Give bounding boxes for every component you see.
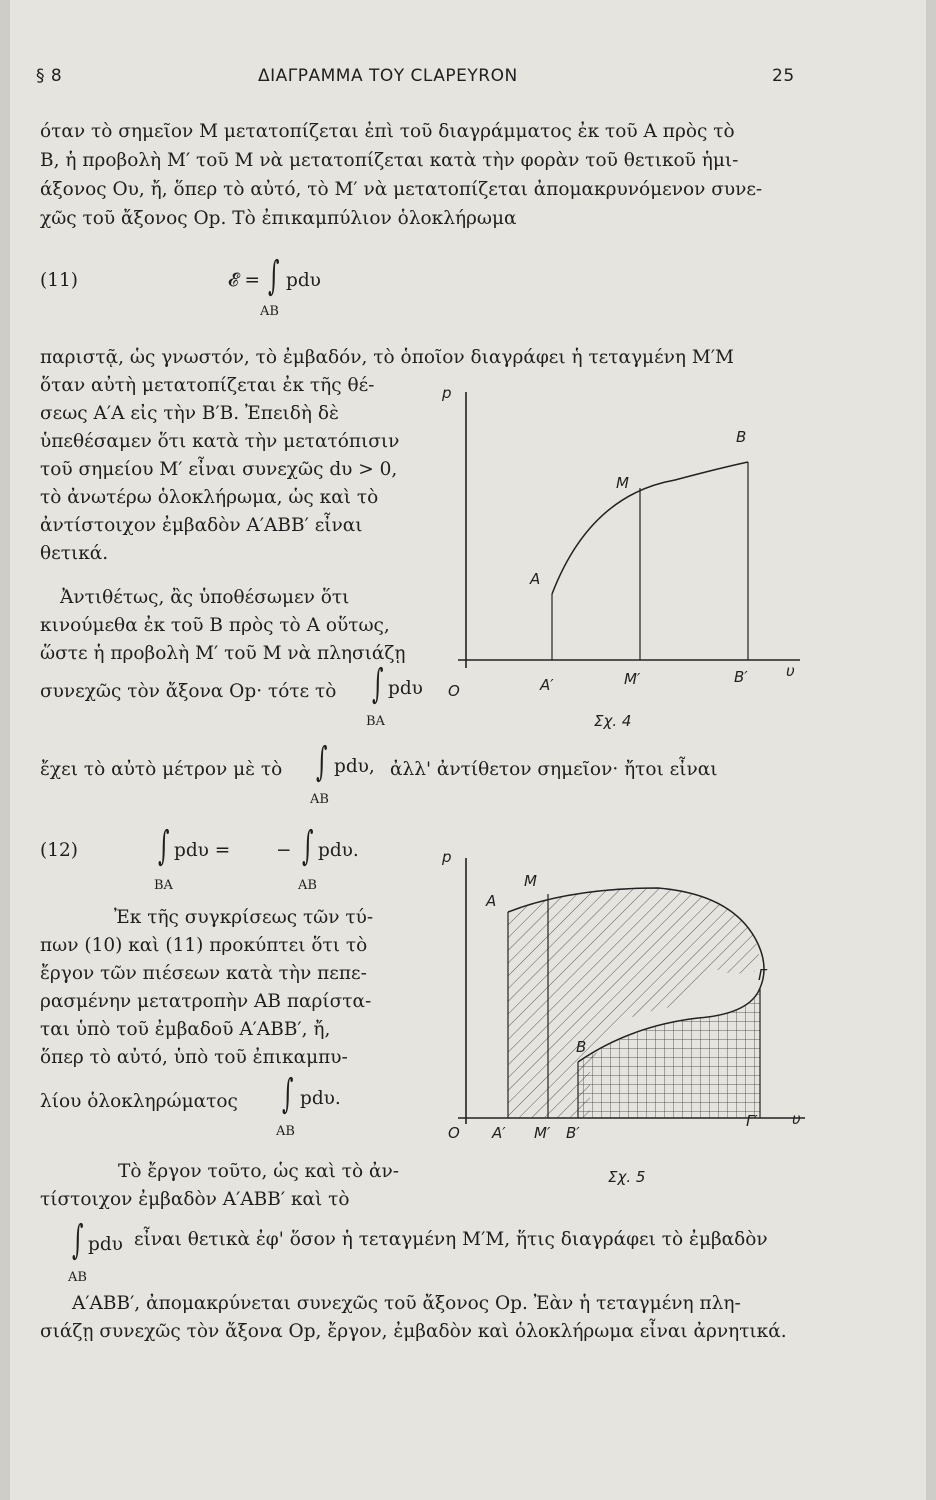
- label-B: B: [736, 428, 747, 446]
- integral-sign: ∫: [158, 823, 170, 869]
- label-A: A: [486, 892, 497, 910]
- text-line: Α′ΑΒΒ′, ἀπομακρύνεται συνεχῶς τοῦ ἄξονος Op. Ἐὰν ἡ τεταγμένη πλη-: [72, 1293, 741, 1314]
- label-p: p: [442, 384, 452, 402]
- label-M: M: [524, 872, 537, 890]
- text-line: σεως Α′Α εἰς τὴν Β′Β. Ἐπειδὴ δὲ: [40, 403, 339, 424]
- curve-AB: [552, 462, 748, 594]
- book-page: [10, 0, 926, 1500]
- integral-sign: ∫: [72, 1217, 84, 1263]
- integral-limits: AB: [68, 1270, 87, 1285]
- figure-4-diagram: [430, 380, 830, 680]
- integral-limits: AB: [276, 1124, 295, 1139]
- text-line: Ἐκ τῆς συγκρίσεως τῶν τύ-: [114, 907, 374, 928]
- equation-integrand: pdυ: [388, 678, 423, 699]
- label-O: O: [448, 1124, 460, 1142]
- text-line: ρασμένην μετατροπὴν ΑΒ παρίστα-: [40, 991, 372, 1012]
- label-B: B: [576, 1038, 587, 1056]
- text-line: ἔργον τῶν πιέσεων κατὰ τὴν πεπε-: [40, 963, 367, 984]
- integral-sign: ∫: [282, 1071, 294, 1117]
- text-line: Β, ἡ προβολὴ Μ′ τοῦ Μ νὰ μετατοπίζεται κατὰ τὴν φορὰν τοῦ θετικοῦ ἡμι-: [40, 150, 739, 171]
- integral-limits: AB: [298, 878, 317, 893]
- label-M-prime: M′: [534, 1124, 551, 1142]
- figure-4-caption: Σχ. 4: [594, 712, 632, 730]
- equation-number: (12): [40, 840, 78, 861]
- integral-limits: BA: [366, 714, 385, 729]
- section-number: § 8: [36, 66, 63, 86]
- text-line: ὑπεθέσαμεν ὅτι κατὰ τὴν μετατόπισιν: [40, 431, 400, 452]
- equation-integrand: pdυ.: [300, 1088, 341, 1109]
- integral-sign: ∫: [316, 739, 328, 785]
- label-A-prime: A′: [540, 676, 554, 694]
- text-line: χῶς τοῦ ἄξονος Op. Τὸ ἐπικαμπύλιον ὁλοκλήρωμα: [40, 208, 517, 229]
- page-number: 25: [772, 66, 795, 86]
- integral-limits: AB: [260, 304, 279, 319]
- figure-5-caption: Σχ. 5: [608, 1168, 646, 1186]
- label-B-prime: B′: [734, 668, 748, 686]
- text-line: συνεχῶς τὸν ἄξονα Op· τότε τὸ: [40, 681, 337, 702]
- running-title: ΔΙΑΓΡΑΜΜΑ ΤΟΥ CLAPEYRON: [258, 66, 518, 86]
- text-line: ὥστε ἡ προβολὴ Μ′ τοῦ Μ νὰ πλησιάζῃ: [40, 643, 406, 664]
- label-B-prime: B′: [566, 1124, 580, 1142]
- label-G-prime: Γ′: [746, 1112, 758, 1130]
- equation-minus: −: [276, 840, 292, 861]
- equation-integrand: pdυ: [88, 1234, 123, 1255]
- equation-integrand: pdυ: [286, 270, 321, 291]
- text-line: σιάζῃ συνεχῶς τὸν ἄξονα Op, ἔργον, ἐμβαδὸν καὶ ὁλοκλήρωμα εἶναι ἀρνητικά.: [40, 1321, 787, 1342]
- text-line: τίστοιχον ἐμβαδὸν Α′ΑΒΒ′ καὶ τὸ: [40, 1189, 350, 1210]
- integral-sign: ∫: [302, 823, 314, 869]
- text-line: ἀντίστοιχον ἐμβαδὸν Α′ΑΒΒ′ εἶναι: [40, 515, 363, 536]
- integral-limits: BA: [154, 878, 173, 893]
- integral-sign: ∫: [268, 253, 280, 299]
- text-line: Τὸ ἔργον τοῦτο, ὡς καὶ τὸ ἀν-: [118, 1161, 399, 1182]
- text-line: ὅπερ τὸ αὐτό, ὑπὸ τοῦ ἐπικαμπυ-: [40, 1047, 348, 1068]
- text-line: όταν τὸ σημεῖον Μ μετατοπίζεται ἐπὶ τοῦ διαγράμματος ἐκ τοῦ Α πρὸς τὸ: [40, 121, 735, 142]
- text-line: πων (10) καὶ (11) προκύπτει ὅτι τὸ: [40, 935, 368, 956]
- label-G: Γ: [758, 966, 767, 984]
- equation-right: pdυ.: [318, 840, 359, 861]
- text-line: τὸ ἀνωτέρω ὁλοκλήρωμα, ὡς καὶ τὸ: [40, 487, 379, 508]
- label-M: M: [616, 474, 629, 492]
- text-line: ἔχει τὸ αὐτὸ μέτρον μὲ τὸ: [40, 759, 283, 780]
- text-line: τοῦ σημείου Μ′ εἶναι συνεχῶς dυ > 0,: [40, 459, 398, 480]
- text-line: κινούμεθα ἐκ τοῦ Β πρὸς τὸ Α οὕτως,: [40, 615, 390, 636]
- label-v: υ: [786, 662, 795, 680]
- equation-left: pdυ =: [174, 840, 231, 861]
- label-A-prime: A′: [492, 1124, 506, 1142]
- text-line: παριστᾷ, ὡς γνωστόν, τὸ ἐμβαδόν, τὸ ὁποῖον διαγράφει ἡ τεταγμένη Μ′Μ: [40, 347, 734, 368]
- text-line: θετικά.: [40, 543, 109, 564]
- text-line: ἀλλ' ἀντίθετον σημεῖον· ἤτοι εἶναι: [390, 759, 718, 780]
- text-line: ὅταν αὐτὴ μετατοπίζεται ἐκ τῆς θέ-: [40, 375, 375, 396]
- text-line: εἶναι θετικὰ ἐφ' ὅσον ἡ τεταγμένη Μ′Μ, ἥτις διαγράφει τὸ ἐμβαδὸν: [134, 1229, 768, 1250]
- label-M-prime: M′: [624, 670, 641, 688]
- text-line: άξονος Ου, ἤ, ὅπερ τὸ αὐτό, τὸ Μ′ νὰ μετατοπίζεται ἀπομακρυνόμενον συνε-: [40, 179, 763, 200]
- integral-sign: ∫: [372, 661, 384, 707]
- text-line: λίου ὁλοκληρώματος: [40, 1091, 238, 1112]
- text-line: ται ὑπὸ τοῦ ἐμβαδοῦ Α′ΑΒΒ′, ἤ,: [40, 1019, 331, 1040]
- label-A: A: [530, 570, 541, 588]
- label-O: O: [448, 682, 460, 700]
- equation-number: (11): [40, 270, 78, 291]
- label-p: p: [442, 848, 452, 866]
- label-v: υ: [792, 1110, 801, 1128]
- equation-lhs: 𝓔 =: [228, 270, 260, 291]
- equation-integrand: pdυ,: [334, 756, 375, 777]
- integral-limits: AB: [310, 792, 329, 807]
- text-line: Ἀντιθέτως, ἂς ὑποθέσωμεν ὅτι: [60, 587, 350, 608]
